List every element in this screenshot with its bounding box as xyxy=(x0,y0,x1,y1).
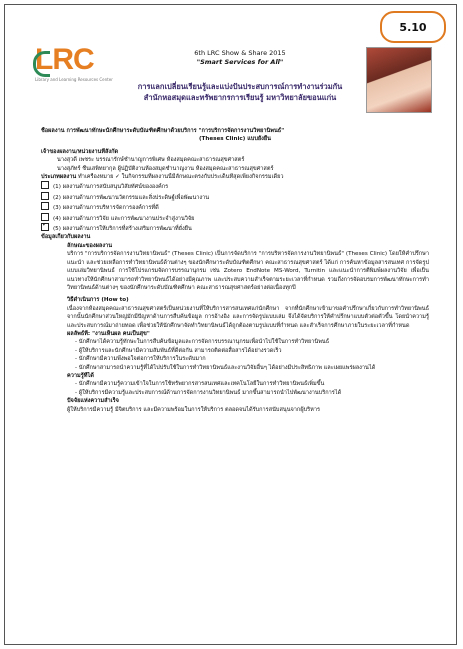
event-header xyxy=(155,49,325,67)
event-name: 6th LRC Show & Share 2015 xyxy=(194,49,286,57)
type-option-3[interactable] xyxy=(41,202,429,212)
owner-label: เจ้าของผลงาน/หน่วยงานที่สังกัด xyxy=(41,148,119,155)
checked-checkbox-icon[interactable] xyxy=(41,223,49,231)
document-page xyxy=(4,4,457,645)
checkbox-icon[interactable] xyxy=(41,181,49,189)
knowledge-label: ความรู้ที่ได้ xyxy=(67,372,94,379)
title-line-2: สำนักหอสมุดและทรัพยากรการเรียนรู้ มหาวิทยาลัยขอนแก่น xyxy=(143,93,337,102)
type-option-label: (1) ผลงานด้านการสนับสนุนวิสัยทัศน์ขององค์กร xyxy=(53,184,169,191)
owner-2: นางสุภัทร์ ชื่นเสพิทยากุล ผู้ปฏิบัติงานห้องสมุดชำนาญงาน ห้องสมุดคณะสาธารณสุขศาสตร์ xyxy=(57,165,274,172)
detail-label: ข้อมูลเกี่ยวกับผลงาน xyxy=(41,234,91,241)
event-slogan: "Smart Services for All" xyxy=(196,58,284,66)
type-option-label: (4) ผลงานด้านการวิจัย และการพัฒนางานประจำสู่งานวิจัย xyxy=(53,215,195,222)
document-title xyxy=(115,81,365,103)
page-number-badge: 5.10 xyxy=(380,11,446,43)
success-paragraph: ผู้ให้บริการมีความรู้ มีจิตบริการ และมีความพร้อมในการให้บริการ ตลอดจนได้รับการสนับสนุนจากผู้บริหาร xyxy=(67,406,320,413)
result-label: ผลลัพธ์ที่: "งานเห็นผล คนเป็นสุข" xyxy=(67,330,150,337)
owner-1: นางสุวดี เพชระ บรรณารักษ์ชำนาญการพิเศษ ห้องสมุดคณะสาธารณสุขศาสตร์ xyxy=(57,157,245,164)
type-option-4[interactable] xyxy=(41,213,429,223)
result-item: - นักศึกษาสามารถนำความรู้ที่ได้ไปปรับใช้ในการทำวิทยานิพนธ์และงานวิจัยอื่นๆ ได้อย่างมีประสิทธิภาพ และเผยแพร่ผลงานได้ xyxy=(75,364,376,371)
lrc-logo xyxy=(35,45,121,103)
method-label: วิธีดำเนินการ (How to) xyxy=(67,297,129,304)
characteristic-paragraph: บริการ "การบริการจัดการงานวิทยานิพนธ์" (Theses Clinic) เป็นการจัดบริการ "การบริหารจัดการงานวิทยานิพนธ์" (Theses Clinic) โดยให้คำปรึกษา แนะนำ และช่วยเหลือการทำวิทยานิพนธ์ด้านต่างๆ ของนักศึกษาระดับบัณฑิตศึกษา คณะสาธารณสุขศาสตร์ ได้แก่ การค้นหาข้อมูลสารสนเทศ การจัดรูปแบบเล่มวิทยานิพนธ์ การใช้โปรแกรมจัดการบรรณานุกรม เช่น Zotero EndNote MS-Word, Turnitin และแนะนำการตีพิมพ์ผลงานวิจัย เพื่อเป็นแนวทางให้นักศึกษาสามารถทำวิทยานิพนธ์ได้อย่างมีคุณภาพ และประสบความสำเร็จตามระยะเวลาที่กำหนด รวมถึงการจัดอบรมการพัฒนาทักษะการทำวิทยานิพนธ์ด้านต่างๆ ของนักศึกษาระดับบัณฑิตศึกษา คณะสาธารณสุขศาสตร์อย่างต่อเนื่องทุกปี xyxy=(67,251,429,291)
type-option-5[interactable] xyxy=(41,223,429,233)
result-item: - นักศึกษาได้ความรู้ทักษะในการสืบค้นข้อมูลและการจัดการบรรณานุกรมเพื่อนำไปใช้ในการทำวิทยานิพนธ์ xyxy=(75,339,330,346)
type-option-label: (2) ผลงานด้านการพัฒนานวัตกรรมและสิ่งประดิษฐ์เพื่อพัฒนางาน xyxy=(53,194,210,201)
work-name-label: ชื่อผลงาน xyxy=(41,128,65,134)
knowledge-item: - ผู้ให้บริการมีความรู้และประสบการณ์ด้านการจัดการงานวิทยานิพนธ์ มากขึ้นสามารถนำไปพัฒนางานบริการได้ xyxy=(75,389,342,396)
knowledge-item: - นักศึกษามีความรู้ความเข้าใจในการใช้ทรัพยากรสารสนเทศและเทคโนโลยีในการทำวิทยานิพนธ์เพิ่มขึ้น xyxy=(75,381,325,388)
author-photo xyxy=(366,47,432,113)
result-item: - นักศึกษามีความพึงพอใจต่อการให้บริการในระดับมาก xyxy=(75,356,206,363)
type-label: ประเภทผลงาน xyxy=(41,174,77,181)
type-option-1[interactable] xyxy=(41,181,429,191)
type-option-2[interactable] xyxy=(41,192,429,202)
type-hint: ทำเครื่องหมาย ✓ ในกิจกรรมที่ผลงานนี้มีลักษณะตรงกับประเด็นที่สุดเพียงกิจกรรมเดียว xyxy=(78,174,284,181)
document-body xyxy=(41,127,429,414)
checkbox-icon[interactable] xyxy=(41,213,49,221)
logo-subtitle: Library and Learning Resources Center xyxy=(35,77,113,82)
type-row xyxy=(41,173,429,181)
work-name-value: การพัฒนาทักษะนักศึกษาระดับบัณฑิตศึกษาด้วยบริการ "การบริการจัดการงานวิทยานิพนธ์" xyxy=(66,128,285,134)
characteristic-label: ลักษณะของผลงาน xyxy=(67,242,113,249)
logo-arc-icon xyxy=(33,51,50,77)
type-option-label: (5) ผลงานด้านการให้บริการที่สร้างเสริมการพัฒนาที่ยั่งยืน xyxy=(53,226,192,233)
work-name-value-2: (Theses Clinic) แบบยั่งยืน xyxy=(198,136,272,143)
result-item: - ผู้ให้บริการและนักศึกษามีความสัมพันธ์ที่ดีต่อกัน สามารถติดต่อสื่อสารได้อย่างรวดเร็ว xyxy=(75,347,282,354)
success-label: ปัจจัยแห่งความสำเร็จ xyxy=(67,398,119,405)
logo-mark: LRC xyxy=(35,43,94,76)
checkbox-icon[interactable] xyxy=(41,192,49,200)
type-option-label: (3) ผลงานด้านการบริหารจัดการองค์การที่ดี xyxy=(53,205,159,212)
method-paragraph: เนื่องจากห้องสมุดคณะสาธารณสุขศาสตร์เป็นหน่วยงานที่ให้บริการสารสนเทศแก่นักศึกษา จากที่นักศึกษาเข้ามาขอคำปรึกษาเกี่ยวกับการทำวิทยานิพนธ์ จากนั้นนักศึกษาส่วนใหญ่มักมีปัญหาด้านการสืบค้นข้อมูล การอ้างอิง และการจัดรูปแบบเล่ม จึงได้จัดบริการให้คำปรึกษาแบบตัวต่อตัวขึ้น โดยนำความรู้และประสบการณ์มาถ่ายทอด เพื่อช่วยให้นักศึกษาจัดทำวิทยานิพนธ์ได้ถูกต้องตามรูปแบบที่กำหนด และสำเร็จการศึกษาภายในระยะเวลาที่กำหนด xyxy=(67,305,429,329)
checkbox-icon[interactable] xyxy=(41,202,49,210)
work-name-row xyxy=(41,127,429,135)
title-line-1: การแลกเปลี่ยนเรียนรู้และแบ่งปันประสบการณ์การทำงานร่วมกัน xyxy=(137,82,343,91)
